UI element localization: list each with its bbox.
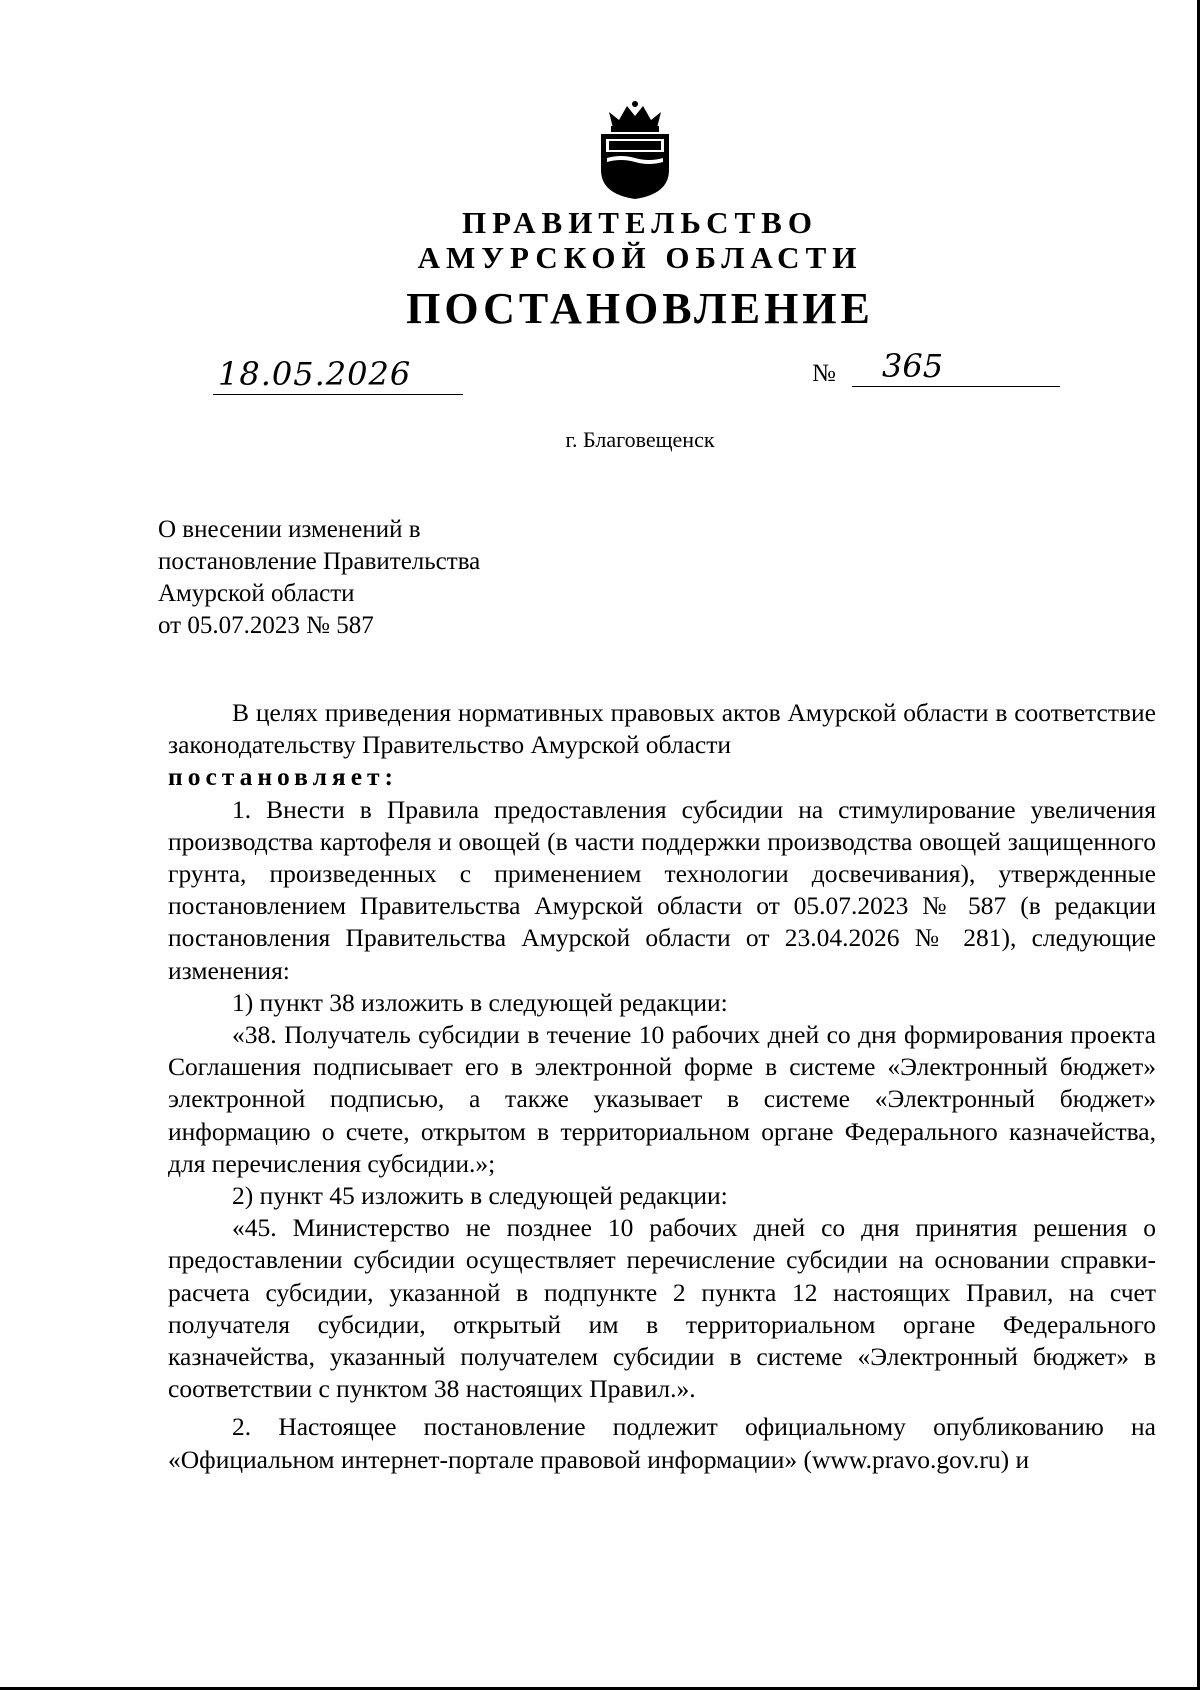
number-label: № — [812, 360, 836, 387]
document-subject — [158, 514, 480, 642]
org-name-line1: ПРАВИТЕЛЬСТВО — [462, 205, 818, 240]
preamble: В целях приведения нормативных правовых актов Амурской области в соответствие законодательству Правительство Амурской области — [168, 698, 1156, 760]
subject-line: Амурской области — [158, 580, 355, 607]
subitem-1-heading: 1) пункт 38 изложить в следующей редакции: — [232, 987, 728, 1017]
document-number: 365 — [882, 347, 944, 385]
subitem-1-text: «38. Получатель субсидии в течение 10 рабочих дней со дня формирования проекта Соглашения подписывает его в электронной форме в системе «Электронный бюджет» электронной подписью, а также указывает в системе «Электронный бюджет» информацию о счете, открытом в территориальном органе Федерального казначейства, для перечисления субсидии.»; — [168, 1020, 1156, 1178]
number-underline — [852, 386, 1060, 387]
document-body — [168, 697, 1156, 1476]
coat-of-arms-icon — [595, 100, 675, 200]
subject-line: от 05.07.2023 № 587 — [158, 612, 374, 639]
document-type: ПОСТАНОВЛЕНИЕ — [406, 284, 874, 333]
subitem-2-heading: 2) пункт 45 изложить в следующей редакции: — [232, 1181, 728, 1211]
date-underline — [213, 394, 463, 395]
document-date: 18.05.2026 — [218, 355, 412, 393]
item-1: 1. Внести в Правила предоставления субсидии на стимулирование увеличения производства картофеля и овощей (в части поддержки производства овощей защищенного грунта, произведенных с применением технологии досвечивания), утвержденные постановлением Правительства Амурской области от 05.07.2023 № 587 (в редакции постановления Правительства Амурской области от 23.04.2026 № 281), следующие изменения: — [168, 794, 1156, 985]
city: г. Благовещенск — [565, 427, 715, 452]
subject-line: постановление Правительства — [158, 548, 481, 575]
item-2: 2. Настоящее постановление подлежит официальному опубликованию на «Официальном интернет-портале правовой информации» (www.pravo.gov.ru) и — [168, 1412, 1156, 1474]
decree-word: постановляет: — [168, 762, 399, 792]
org-name-line2: АМУРСКОЙ ОБЛАСТИ — [417, 240, 863, 275]
subitem-2-text: «45. Министерство не позднее 10 рабочих дней со дня принятия решения о предоставлении субсидии осуществляет перечисление субсидии на основании справки-расчета субсидии, указанной в подпункте 2 пункта 12 настоящих Правил, на счет получателя субсидии, открытый им в территориальном органе Федерального казначейства, указанный получателем субсидии в системе «Электронный бюджет» в соответствии с пунктом 38 настоящих Правил.». — [168, 1213, 1156, 1404]
subject-line: О внесении изменений в — [158, 516, 421, 543]
